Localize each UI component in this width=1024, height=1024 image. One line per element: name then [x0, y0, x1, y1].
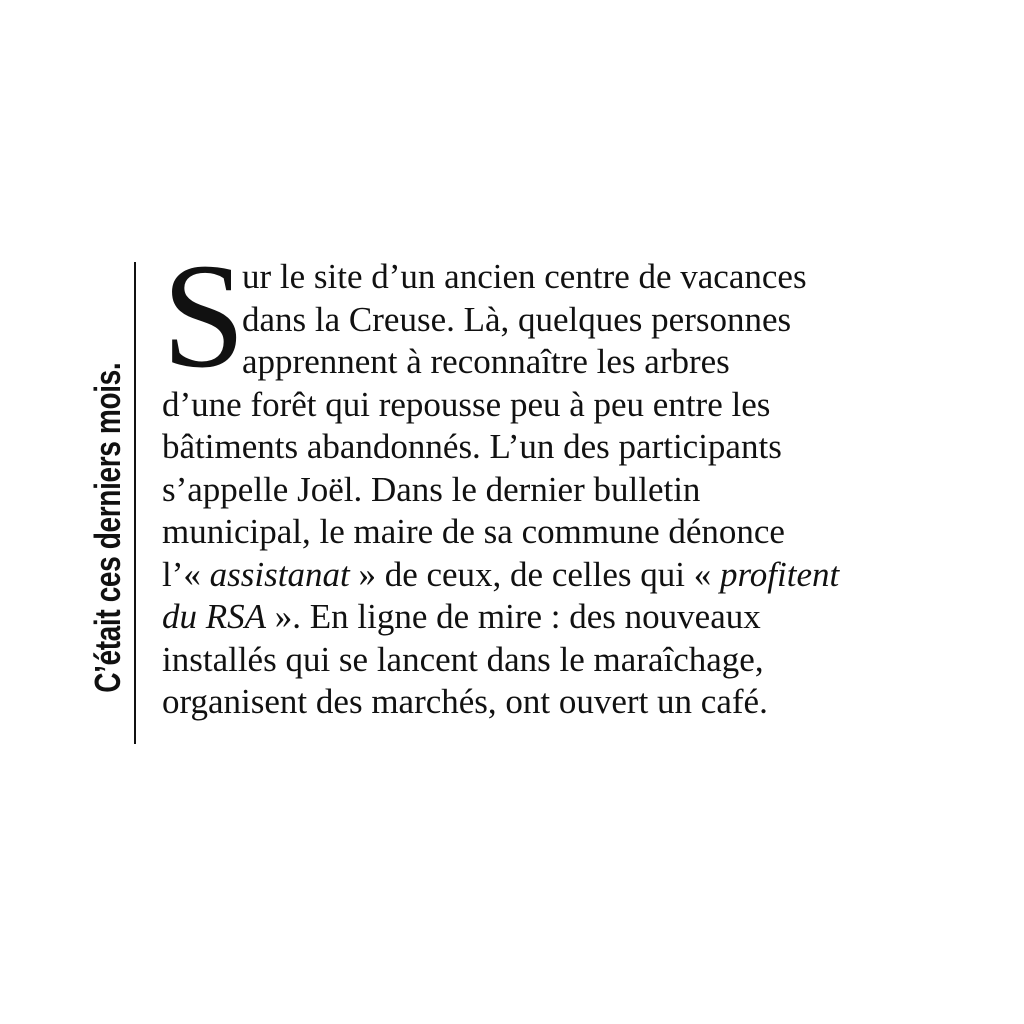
text-line: apprennent à reconnaître les arbres [242, 342, 730, 381]
drop-cap: S [162, 233, 246, 399]
text-line: dans la Creuse. Là, quelques personnes [242, 299, 792, 339]
text-line: organisent des marchés, ont ouvert un café. [162, 682, 768, 721]
vertical-divider [134, 262, 136, 744]
text-line: bâtiments abandonnés. L’un des participants [162, 427, 782, 466]
text-segment: l’« [162, 554, 210, 594]
text-line [162, 554, 962, 597]
text-line: installés qui se lancent dans le maraîchage, [162, 639, 764, 679]
text-line [162, 596, 962, 639]
text-line: ur le site d’un ancien centre de vacances [242, 257, 807, 296]
side-heading: C’était ces derniers mois. [87, 362, 128, 693]
article-paragraph [162, 256, 962, 724]
text-segment: » de ceux, de celles qui « [349, 554, 720, 594]
italic-term: assistanat [209, 554, 350, 594]
side-heading-container [86, 258, 130, 734]
italic-term: profitent [719, 554, 840, 594]
text-line: d’une forêt qui repousse peu à peu entre les [162, 384, 771, 424]
text-line: s’appelle Joël. Dans le dernier bulletin [162, 469, 701, 509]
text-segment: ». En ligne de mire : des nouveaux [266, 597, 761, 636]
italic-term: du RSA [162, 597, 267, 636]
text-line: municipal, le maire de sa commune dénonce [162, 512, 785, 551]
